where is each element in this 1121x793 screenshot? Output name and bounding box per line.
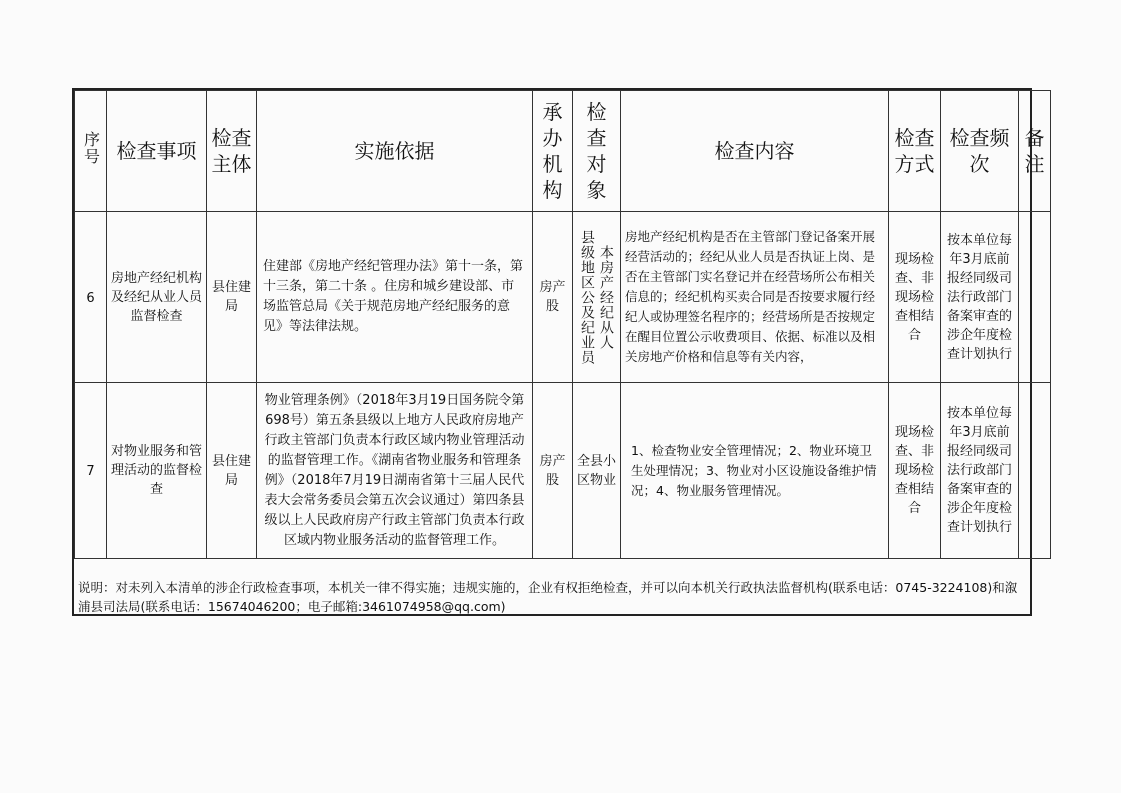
row-object-col1: 本房产经纪从人 bbox=[598, 244, 614, 350]
row-remark bbox=[1019, 212, 1051, 383]
row-subject: 县住建局 bbox=[207, 212, 257, 383]
row-dept: 房产股 bbox=[533, 212, 573, 383]
row-subject: 县住建局 bbox=[207, 383, 257, 559]
row-seq: 7 bbox=[75, 383, 107, 559]
row-item: 对物业服务和管理活动的监督检查 bbox=[107, 383, 207, 559]
row-object-col2: 县级地区公及纪业员 bbox=[579, 229, 595, 365]
inspection-list-table bbox=[72, 88, 1045, 616]
row-content: 1、检查物业安全管理情况；2、物业环境卫生处理情况；3、物业对小区设施设备维护情况；4、物业服务管理情况。 bbox=[621, 383, 889, 559]
table-row bbox=[75, 212, 1051, 383]
header-freq: 检查频次 bbox=[941, 91, 1019, 212]
header-row bbox=[75, 91, 1051, 212]
header-method: 检查方式 bbox=[889, 91, 941, 212]
row-method: 现场检查、非现场检查相结合 bbox=[889, 212, 941, 383]
table-grid bbox=[74, 90, 1051, 559]
row-basis: 住建部《房地产经纪管理办法》第十一条，第十三条，第二十条 。住房和城乡建设部、市场监管总局《关于规范房地产经纪服务的意见》等法律法规。 bbox=[257, 212, 533, 383]
row-item: 房地产经纪机构及经纪从业人员监督检查 bbox=[107, 212, 207, 383]
row-dept: 房产股 bbox=[533, 383, 573, 559]
row-freq: 按本单位每年3月底前报经同级司法行政部门备案审查的涉企年度检查计划执行 bbox=[941, 383, 1019, 559]
header-basis: 实施依据 bbox=[257, 91, 533, 212]
row-object bbox=[573, 212, 621, 383]
row-basis: 物业管理条例》（2018年3月19日国务院令第698号）第五条县级以上地方人民政府房地产行政主管部门负责本行政区域内物业管理活动的监督管理工作。《湖南省物业服务和管理条例》（2018年7月19日湖南省第十三届人民代表大会常务委员会第五次会议通过）第四条县级以上人民政府房产行政主管部门负责本行政区域内物业服务活动的监督管理工作。 bbox=[257, 383, 533, 559]
row-freq: 按本单位每年3月底前报经同级司法行政部门备案审查的涉企年度检查计划执行 bbox=[941, 212, 1019, 383]
row-content: 房地产经纪机构是否在主管部门登记备案开展经营活动的；经纪从业人员是否执证上岗、是否在主管部门实名登记并在经营场所公布相关信息的；经纪机构买卖合同是否按要求履行经纪人或协理签名程序的；经营场所是否按规定在醒目位置公示收费项目、依据、标准以及相关房地产价格和信息等有关内容， bbox=[621, 212, 889, 383]
row-seq: 6 bbox=[75, 212, 107, 383]
row-remark bbox=[1019, 383, 1051, 559]
header-dept: 承办机构 bbox=[533, 91, 573, 212]
footnote: 说明：对未列入本清单的涉企行政检查事项，本机关一律不得实施；违规实施的，企业有权拒绝检查，并可以向本机关行政执法监督机构(联系电话：0745-3224108)和溆浦县司法局(联系电话：15674046200；电子邮箱:3461074958@qq.com) bbox=[78, 580, 1018, 614]
table-row bbox=[75, 383, 1051, 559]
header-content: 检查内容 bbox=[621, 91, 889, 212]
header-subject: 检查主体 bbox=[207, 91, 257, 212]
row-object: 全县小区物业 bbox=[573, 383, 621, 559]
header-object: 检查对象 bbox=[573, 91, 621, 212]
header-remark: 备注 bbox=[1019, 91, 1051, 212]
header-item: 检查事项 bbox=[107, 91, 207, 212]
header-seq: 序号 bbox=[75, 91, 107, 212]
row-method: 现场检查、非现场检查相结合 bbox=[889, 383, 941, 559]
